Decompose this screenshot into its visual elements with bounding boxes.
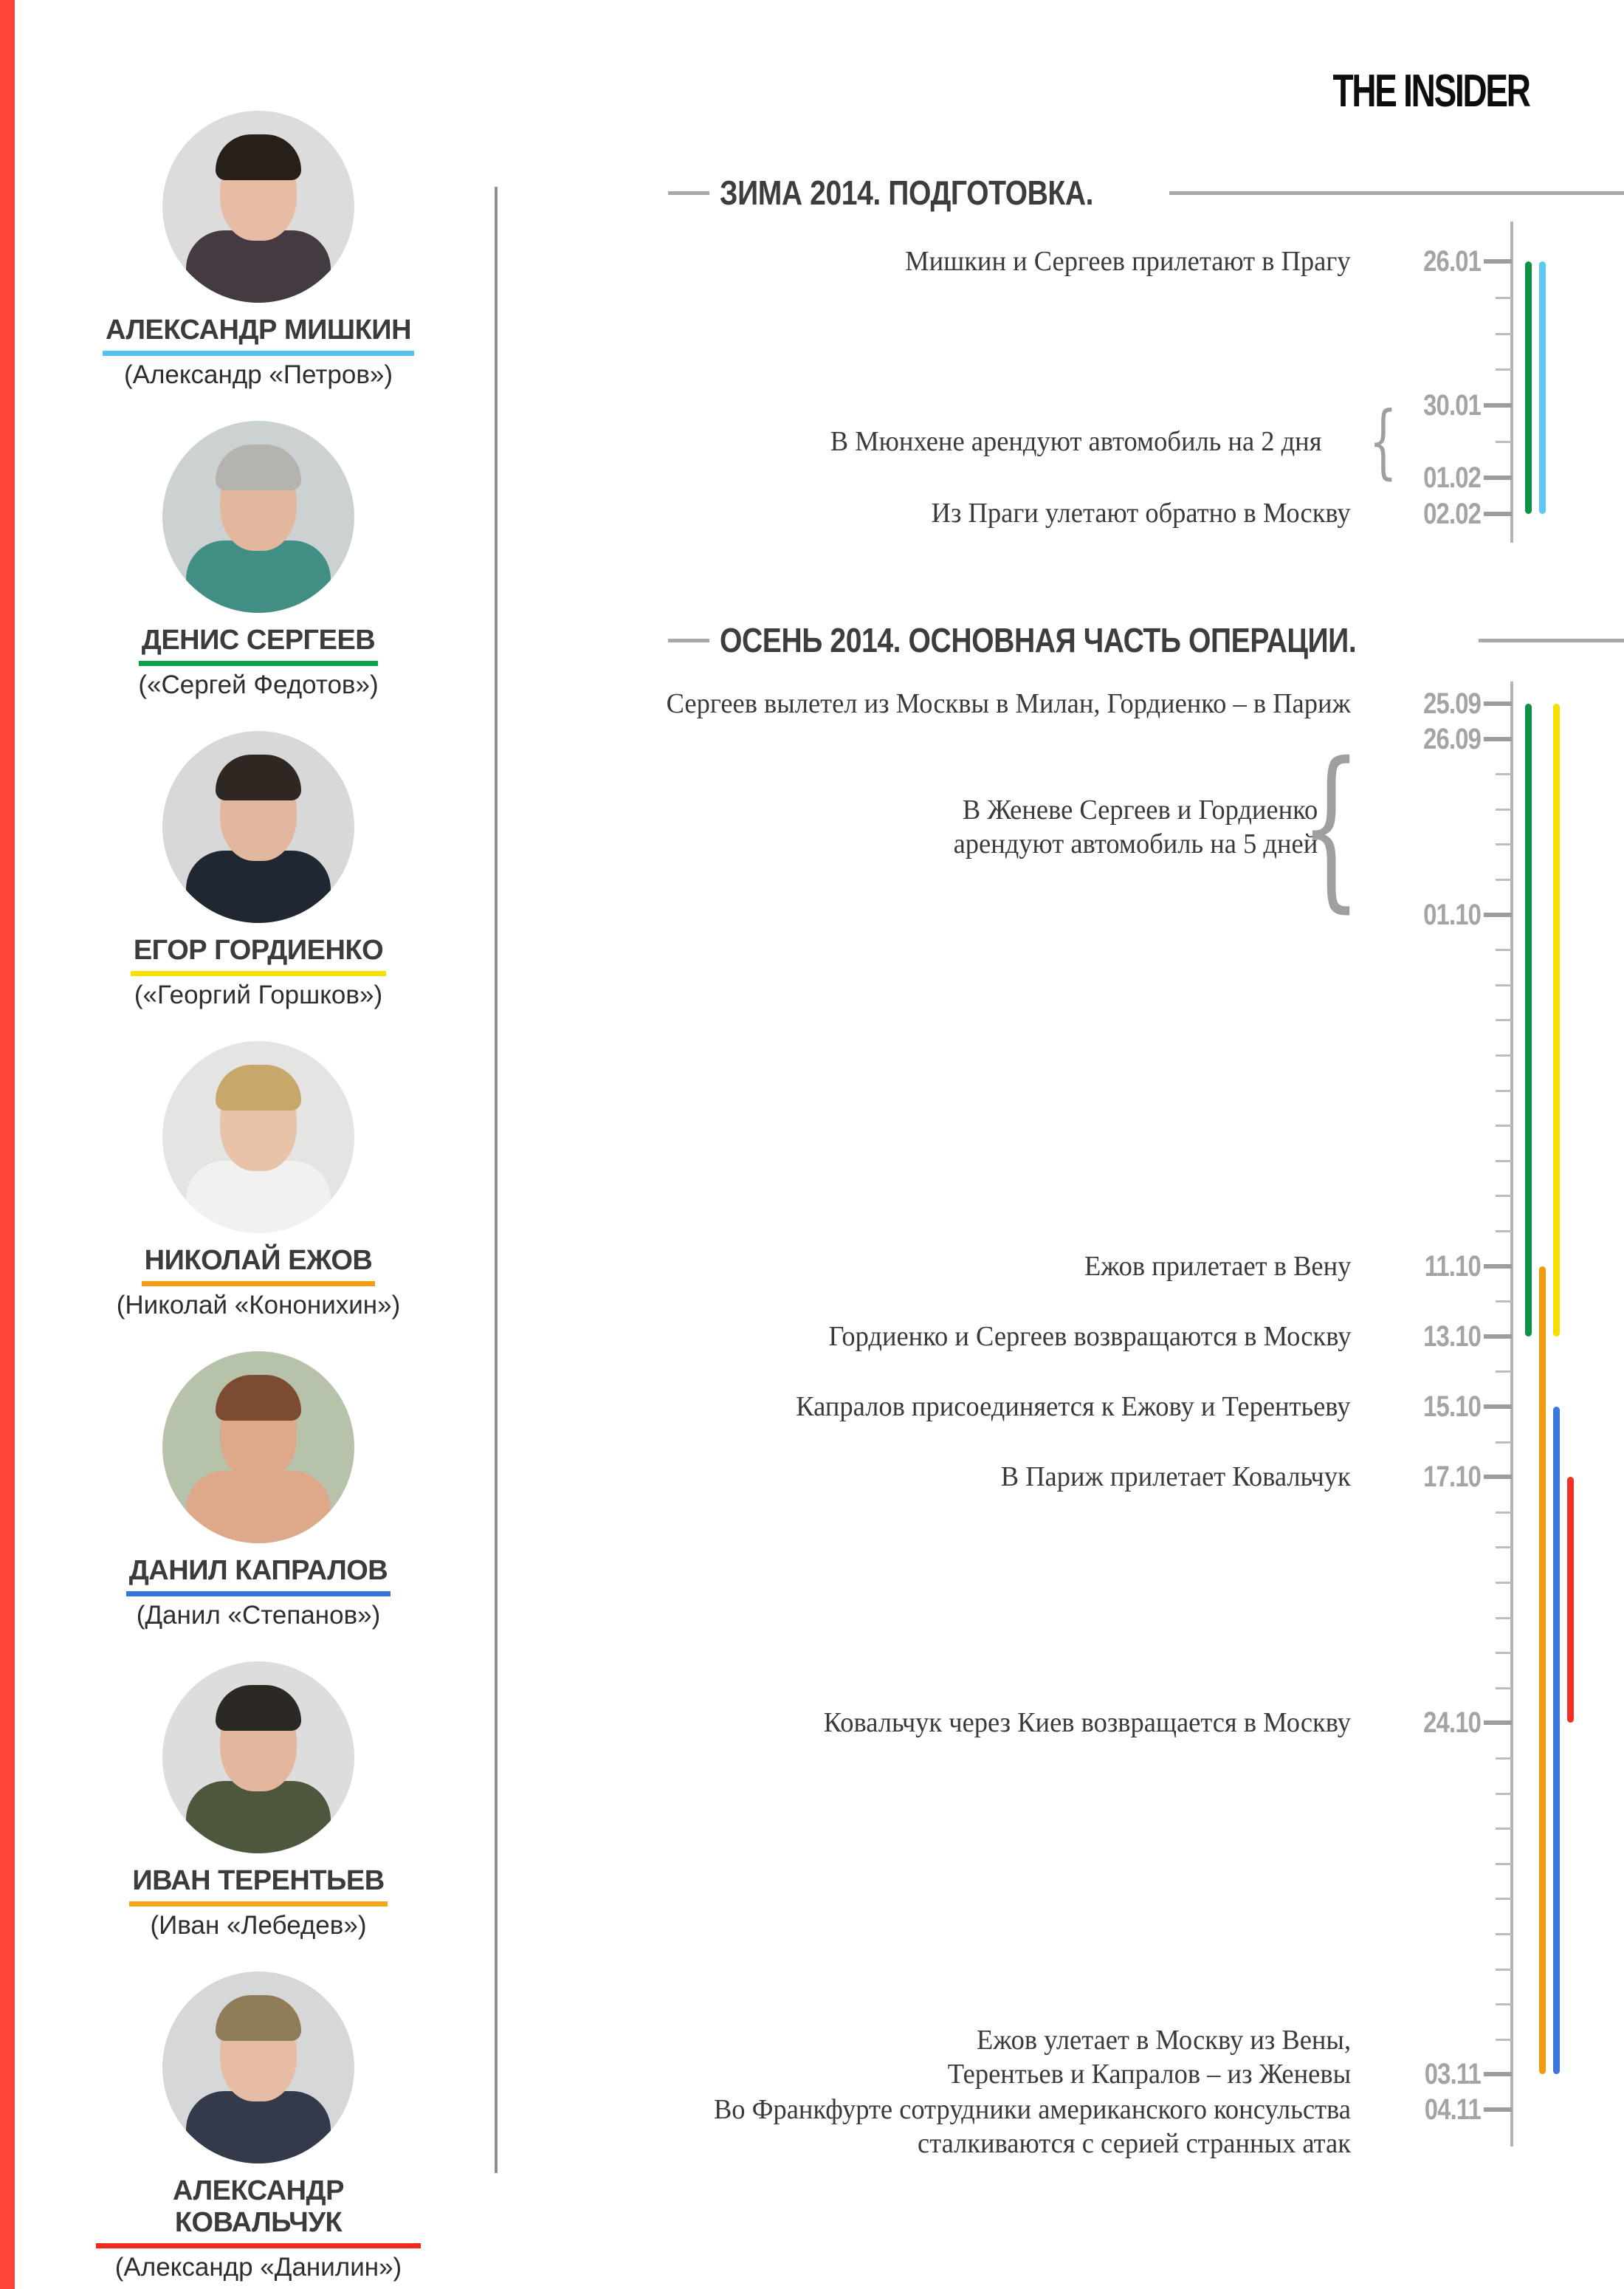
date-label: 03.11: [1424, 2058, 1481, 2091]
avatar-hair: [216, 1995, 301, 2041]
person-photo: [162, 111, 354, 303]
axis-tick-major: [1484, 1264, 1512, 1269]
axis-tick-minor: [1496, 1019, 1512, 1021]
timeline-event: [1001, 1460, 1351, 1494]
axis-tick-minor: [1496, 1582, 1512, 1584]
event-text-line: Капралов присоединяется к Ежову и Терентьеву: [796, 1391, 1351, 1422]
date-label: 11.10: [1424, 1249, 1481, 1283]
timeline-event: [830, 425, 1321, 459]
timeline-event: [932, 496, 1351, 530]
avatar-hair: [216, 1065, 301, 1111]
avatar-shoulders: [186, 540, 331, 613]
axis-tick-major: [1484, 1475, 1512, 1479]
header-rule: [1479, 639, 1624, 642]
presence-bar: [1525, 261, 1532, 514]
event-text-line: Терентьев и Капралов – из Женевы: [947, 2059, 1351, 2090]
date-label: 17.10: [1423, 1461, 1481, 1494]
left-accent-stripe: [0, 0, 15, 2289]
axis-tick-major: [1484, 1720, 1512, 1725]
axis-tick-minor: [1496, 1969, 1512, 1971]
avatar-hair: [216, 1685, 301, 1731]
presence-bar: [1553, 1407, 1560, 2074]
person-name: ЕГОР ГОРДИЕНКО: [131, 935, 386, 976]
person-card: [96, 1041, 421, 1320]
axis-tick-minor: [1496, 333, 1512, 335]
axis-tick-minor: [1496, 1898, 1512, 1900]
axis-tick-major: [1484, 403, 1512, 408]
person-card: [96, 731, 421, 1010]
person-alias: (Александр «Петров»): [123, 360, 393, 389]
event-text-line: В Женеве Сергеев и Гордиенко: [962, 795, 1318, 826]
section-header-autumn: [668, 623, 1624, 657]
timeline-event: [1084, 1249, 1351, 1283]
avatar-hair: [216, 445, 301, 490]
axis-tick-minor: [1496, 368, 1512, 371]
timeline-axis: [1510, 222, 1513, 543]
axis-tick-major: [1484, 1404, 1512, 1409]
avatar-shoulders: [186, 851, 331, 923]
avatar-shoulders: [186, 1161, 331, 1233]
timeline-event: [667, 687, 1351, 721]
section-title: ОСЕНЬ 2014. ОСНОВНАЯ ЧАСТЬ ОПЕРАЦИИ.: [720, 621, 1357, 659]
section-header-winter: [668, 176, 1624, 210]
axis-tick-minor: [1496, 1125, 1512, 1127]
person-photo: [162, 421, 354, 613]
event-text-line: Ковальчук через Киев возвращается в Москву: [823, 1707, 1351, 1738]
header-rule: [1169, 191, 1624, 195]
date-label: 13.10: [1423, 1319, 1481, 1353]
person-photo: [162, 1351, 354, 1543]
presence-bar: [1539, 261, 1546, 514]
axis-tick-major: [1484, 737, 1512, 741]
person-card: [96, 1351, 421, 1630]
axis-tick-minor: [1496, 2039, 1512, 2041]
event-text-line: Гордиенко и Сергеев возвращаются в Москву: [828, 1321, 1351, 1352]
date-label: 04.11: [1424, 2093, 1481, 2126]
person-name: АЛЕКСАНДР МИШКИН: [103, 315, 414, 356]
date-label: 15.10: [1423, 1390, 1481, 1423]
person-photo: [162, 1971, 354, 2163]
presence-bar: [1539, 1266, 1546, 2075]
person-alias: (Данил «Степанов»): [136, 1601, 381, 1630]
date-label: 02.02: [1423, 497, 1481, 530]
avatar-hair: [216, 755, 301, 800]
timeline-event: [953, 793, 1318, 861]
axis-tick-minor: [1496, 1160, 1512, 1162]
axis-tick-major: [1484, 259, 1512, 264]
person-alias: («Георгий Горшков»): [134, 981, 383, 1009]
axis-tick-minor: [1496, 879, 1512, 881]
date-label: 01.02: [1423, 461, 1481, 494]
person-name: ИВАН ТЕРЕНТЬЕВ: [129, 1865, 387, 1907]
axis-tick-major: [1484, 476, 1512, 480]
event-text-line: В Париж прилетает Ковальчук: [1001, 1461, 1351, 1492]
header-dash: [668, 191, 709, 195]
axis-tick-minor: [1496, 1652, 1512, 1654]
person-alias: («Сергей Федотов»): [138, 670, 379, 699]
axis-tick-minor: [1496, 773, 1512, 775]
event-text-line: арендуют автомобиль на 5 дней: [953, 828, 1318, 859]
event-text-line: Во Франкфурте сотрудники американского консульства: [713, 2094, 1351, 2125]
axis-tick-major: [1484, 701, 1512, 706]
person-photo: [162, 1041, 354, 1233]
timeline-axis: [1510, 682, 1513, 2146]
person-photo: [162, 1661, 354, 1853]
axis-tick-minor: [1496, 1054, 1512, 1057]
person-name: ДАНИЛ КАПРАЛОВ: [126, 1555, 391, 1596]
axis-tick-minor: [1496, 1090, 1512, 1092]
person-card: [96, 421, 421, 700]
date-label: 25.09: [1423, 687, 1481, 720]
person-card: [96, 111, 421, 390]
person-name: ДЕНИС СЕРГЕЕВ: [139, 625, 378, 666]
axis-tick-minor: [1496, 1370, 1512, 1373]
axis-tick-minor: [1496, 297, 1512, 299]
axis-tick-minor: [1496, 1757, 1512, 1760]
avatar-shoulders: [186, 230, 331, 303]
axis-tick-minor: [1496, 1617, 1512, 1619]
date-label: 26.01: [1423, 245, 1481, 278]
event-text-line: Ежов улетает в Москву из Вены,: [976, 2025, 1351, 2056]
axis-tick-minor: [1496, 1441, 1512, 1444]
person-alias: (Александр «Данилин»): [114, 2253, 402, 2282]
event-text-line: Из Праги улетают обратно в Москву: [932, 498, 1351, 529]
header-dash: [668, 639, 709, 642]
people-column: [96, 0, 421, 2289]
axis-tick-minor: [1496, 1793, 1512, 1795]
person-name: НИКОЛАЙ ЕЖОВ: [142, 1245, 376, 1286]
event-text-line: В Мюнхене арендуют автомобиль на 2 дня: [830, 426, 1321, 457]
date-label: 30.01: [1423, 389, 1481, 422]
timeline-event: [824, 1706, 1351, 1740]
timeline-event: [828, 1319, 1351, 1353]
axis-tick-minor: [1496, 1511, 1512, 1514]
person-card: [96, 1971, 421, 2282]
axis-tick-minor: [1496, 1687, 1512, 1689]
date-label: 26.09: [1423, 722, 1481, 755]
range-brace-icon: {: [1369, 394, 1397, 489]
axis-tick-minor: [1496, 809, 1512, 811]
axis-tick-minor: [1496, 2003, 1512, 2005]
axis-tick-minor: [1496, 1546, 1512, 1548]
axis-tick-major: [1484, 512, 1512, 516]
event-text-line: Сергеев вылетел из Москвы в Милан, Гордиенко – в Париж: [666, 688, 1351, 719]
avatar-hair: [216, 134, 301, 180]
axis-tick-major: [1484, 913, 1512, 917]
person-name: АЛЕКСАНДР КОВАЛЬЧУК: [96, 2175, 421, 2248]
axis-tick-minor: [1496, 1863, 1512, 1865]
axis-tick-minor: [1496, 949, 1512, 951]
axis-tick-minor: [1496, 984, 1512, 986]
axis-tick-minor: [1496, 1300, 1512, 1303]
timeline-event: [796, 1390, 1351, 1424]
date-label: 24.10: [1423, 1706, 1481, 1740]
date-label: 01.10: [1423, 898, 1481, 931]
axis-tick-minor: [1496, 441, 1512, 443]
avatar-hair: [216, 1375, 301, 1421]
section-title: ЗИМА 2014. ПОДГОТОВКА.: [720, 174, 1094, 212]
timeline-event: [714, 2093, 1351, 2161]
axis-tick-minor: [1496, 1195, 1512, 1197]
axis-tick-major: [1484, 1334, 1512, 1339]
column-divider: [495, 187, 498, 2173]
timeline-event: [948, 2023, 1351, 2091]
event-text-line: Мишкин и Сергеев прилетают в Прагу: [905, 246, 1351, 277]
axis-tick-major: [1484, 2072, 1512, 2076]
person-card: [96, 1661, 421, 1940]
range-brace-icon: {: [1300, 724, 1362, 928]
presence-bar: [1525, 704, 1532, 1336]
avatar-shoulders: [186, 1471, 331, 1543]
avatar-shoulders: [186, 1781, 331, 1853]
axis-tick-minor: [1496, 1230, 1512, 1232]
person-alias: (Николай «Кононихин»): [116, 1291, 401, 1319]
brand-logo: THE INSIDER: [1332, 66, 1530, 117]
event-text-line: сталкиваются с серией странных атак: [918, 2128, 1351, 2159]
axis-tick-minor: [1496, 1828, 1512, 1830]
person-photo: [162, 731, 354, 923]
presence-bar: [1553, 704, 1560, 1336]
event-text-line: Ежов прилетает в Вену: [1084, 1251, 1351, 1282]
avatar-shoulders: [186, 2091, 331, 2163]
axis-tick-minor: [1496, 843, 1512, 845]
axis-tick-minor: [1496, 1933, 1512, 1935]
axis-tick-major: [1484, 2107, 1512, 2112]
person-alias: (Иван «Лебедев»): [150, 1911, 367, 1940]
timeline-event: [906, 244, 1351, 278]
presence-bar: [1567, 1477, 1574, 1723]
